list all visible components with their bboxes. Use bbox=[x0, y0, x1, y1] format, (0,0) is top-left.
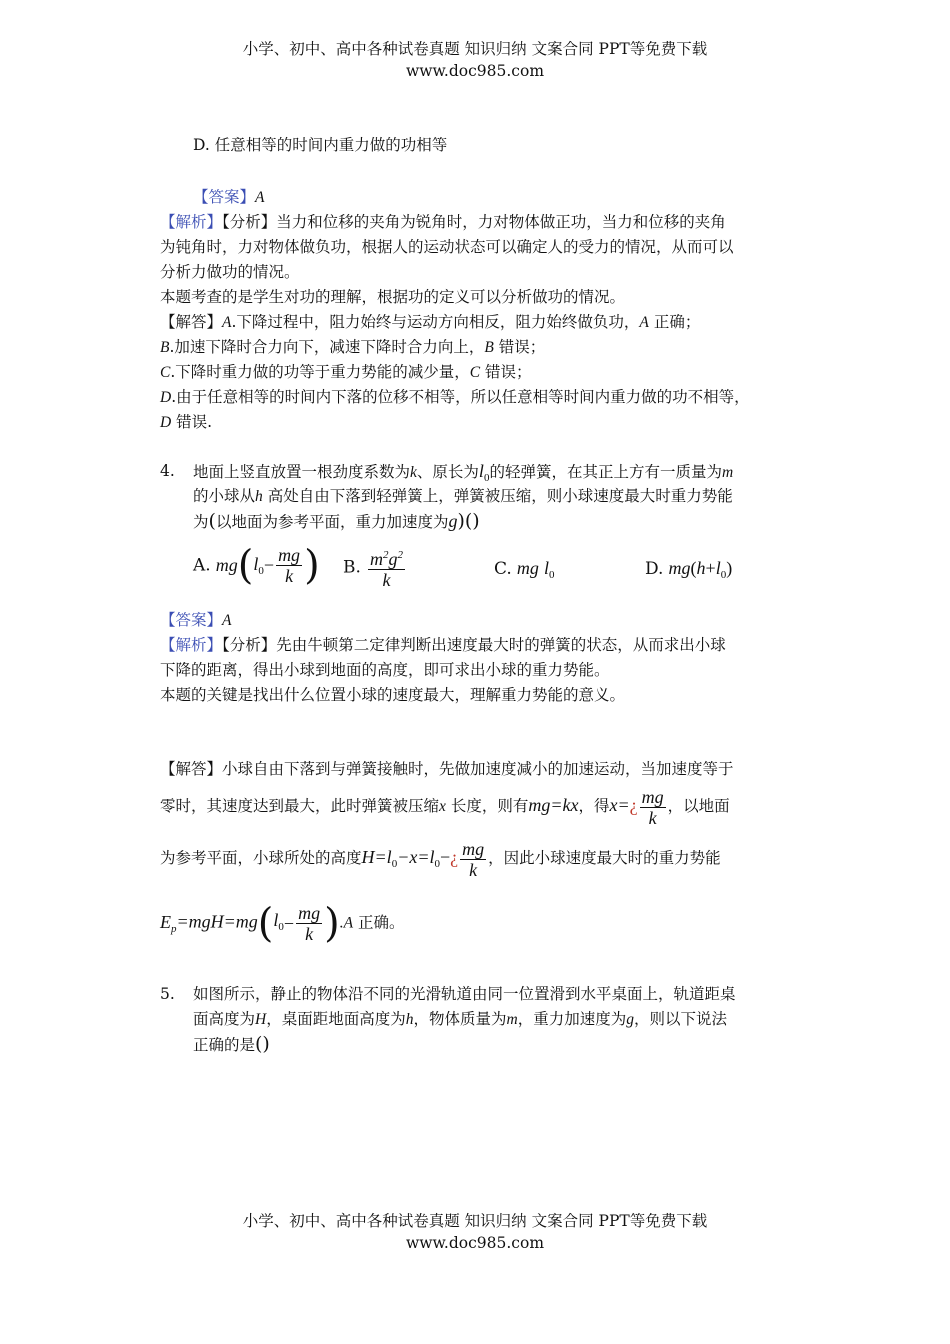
var-k: k bbox=[410, 464, 417, 481]
text: 零时，其速度达到最大，此时弹簧被压缩 bbox=[160, 797, 440, 815]
text: ，物体质量为 bbox=[413, 1010, 507, 1028]
glyph: ¿ bbox=[629, 795, 638, 815]
denominator: k bbox=[469, 859, 478, 880]
q3-solution-line2 bbox=[160, 335, 545, 360]
text: ，因此小球速度最大时的重力势能 bbox=[488, 849, 721, 867]
text: 正确的是 bbox=[193, 1036, 256, 1054]
numerator: mg bbox=[462, 838, 485, 859]
option-label: A. bbox=[193, 555, 211, 576]
letter: C bbox=[160, 364, 171, 381]
numerator: $m^2g^2$ bbox=[368, 545, 405, 570]
paren: ( bbox=[257, 900, 274, 947]
Ep bbox=[160, 911, 177, 935]
q4-solution-line1: 【解答】小球自由下落到与弹簧接触时，先做加速度减小的加速运动，当加速度等于 bbox=[160, 760, 734, 778]
text: 正确。 bbox=[357, 913, 405, 932]
text: ，桌面距地面高度为 bbox=[266, 1010, 406, 1028]
q4-analysis-line2: 下降的距离，得出小球到地面的高度，即可求出小球的重力势能。 bbox=[160, 661, 610, 679]
denominator: k bbox=[305, 924, 314, 944]
text: 高处自由下落到轻弹簧上，弹簧被压缩，则小球速度最大时重力势能 bbox=[262, 487, 733, 505]
answer-value: A bbox=[222, 612, 232, 629]
q4-option-d bbox=[645, 558, 732, 581]
l0 bbox=[273, 910, 284, 933]
analysis-label: 【解析】 bbox=[160, 636, 223, 654]
text: 的小球从 bbox=[193, 487, 256, 505]
sup: 2 bbox=[383, 549, 389, 561]
denominator: k bbox=[382, 570, 391, 590]
numerator: mg bbox=[278, 545, 301, 565]
answer-label: 【答案】 bbox=[160, 611, 223, 629]
q3-analysis-line2: 为钝角时，力对物体做负功，根据人的运动状态可以确定人的受力的情况，从而可以 bbox=[160, 238, 734, 256]
equation: x= bbox=[609, 795, 630, 815]
sub: 0 bbox=[391, 858, 398, 870]
letter: B bbox=[160, 339, 170, 356]
q5-number: 5. bbox=[160, 985, 175, 1003]
q4-analysis-line3: 本题的关键是找出什么位置小球的速度最大，理解重力势能的意义。 bbox=[160, 686, 626, 704]
text: 为 bbox=[193, 513, 209, 531]
q3-analysis-line1 bbox=[160, 210, 726, 235]
l: l bbox=[715, 558, 721, 578]
l: l bbox=[273, 910, 279, 930]
q5-stem-line2 bbox=[193, 1007, 727, 1032]
analysis-text: 【分析】先由牛顿第二定律判断出速度最大时的弹簧的状态，从而求出小球 bbox=[222, 636, 726, 654]
fraction-m2g2-k bbox=[368, 545, 405, 590]
l: l bbox=[544, 558, 550, 578]
footer-line1: 小学、初中、高中各种试卷真题 知识归纳 文案合同 PPT等免费下载 bbox=[242, 1212, 708, 1230]
text: 为参考平面，小球所处的高度 bbox=[160, 849, 362, 867]
option-label: B. bbox=[343, 557, 361, 578]
q4-number: 4. bbox=[160, 462, 175, 480]
l0 bbox=[386, 847, 398, 870]
q3-solution-line4 bbox=[160, 385, 750, 410]
var-m: m bbox=[506, 1011, 518, 1028]
l: l bbox=[386, 847, 392, 867]
paren: () bbox=[255, 1033, 270, 1055]
q3-solution-line1 bbox=[160, 310, 700, 335]
q4-solution-line2 bbox=[160, 783, 730, 827]
q3-analysis-line4: 本题考查的是学生对功的理解，根据功的定义可以分析做功的情况。 bbox=[160, 288, 626, 306]
q4-answer bbox=[160, 608, 231, 633]
fraction-mg-k bbox=[640, 787, 666, 828]
equation: mg=kx bbox=[528, 795, 579, 815]
letter: B bbox=[484, 339, 494, 356]
l0 bbox=[253, 554, 264, 577]
equation: H= bbox=[361, 847, 387, 867]
q4-stem-line3 bbox=[193, 509, 480, 535]
sub: 0 bbox=[720, 569, 727, 581]
q4-solution-line3 bbox=[160, 835, 721, 879]
text: .下降时重力做的功等于重力势能的减少量， bbox=[170, 363, 470, 381]
answer-label: 【答案】 bbox=[193, 188, 256, 206]
minus: − bbox=[263, 555, 275, 575]
header-url: www.doc985.com bbox=[405, 62, 545, 80]
text: 错误. bbox=[171, 413, 213, 431]
paren: ( bbox=[237, 542, 254, 589]
minus: − bbox=[440, 847, 451, 867]
letter: A bbox=[639, 314, 649, 331]
text: 、原长为 bbox=[416, 463, 479, 481]
fraction-mg-k bbox=[460, 839, 486, 880]
header-line1: 小学、初中、高中各种试卷真题 知识归纳 文案合同 PPT等免费下载 bbox=[242, 40, 708, 58]
analysis-text: 【分析】当力和位移的夹角为锐角时，力对物体做正功，当力和位移的夹角 bbox=[222, 213, 726, 231]
letter: C bbox=[469, 364, 481, 381]
q5-stem-line1: 如图所示，静止的物体沿不同的光滑轨道由同一位置滑到水平桌面上，轨道距桌 bbox=[193, 985, 736, 1003]
h: h bbox=[696, 558, 706, 578]
text: 长度，则有 bbox=[445, 797, 529, 815]
plus: + bbox=[705, 558, 716, 578]
sub: 0 bbox=[483, 472, 490, 484]
var-g: g bbox=[626, 1011, 634, 1028]
answer-value: A bbox=[255, 189, 265, 206]
l: l bbox=[429, 847, 435, 867]
text: ，重力加速度为 bbox=[517, 1010, 627, 1028]
l0 bbox=[715, 558, 727, 581]
text: 面高度为 bbox=[193, 1010, 256, 1028]
fraction-mg-k bbox=[276, 545, 302, 586]
glyph: ¿ bbox=[450, 847, 459, 867]
page-footer bbox=[0, 1210, 950, 1254]
denominator: k bbox=[285, 566, 294, 586]
sub: 0 bbox=[258, 565, 264, 577]
var-g: g bbox=[448, 511, 458, 531]
text: .加速下降时合力向下，减速下降时合力向上， bbox=[169, 338, 485, 356]
q4-solution-line4 bbox=[160, 895, 404, 945]
text: .由于任意相等的时间内下落的位移不相等，所以任意相等时间内重力做的功不相等， bbox=[171, 388, 750, 406]
l: l bbox=[253, 554, 259, 574]
solution-label: 【解答】 bbox=[160, 313, 223, 331]
var-h: h bbox=[405, 1011, 414, 1028]
denominator: k bbox=[648, 807, 657, 828]
paren: ) bbox=[324, 900, 340, 947]
q3-solution-line3 bbox=[160, 360, 532, 385]
numerator: mg bbox=[298, 903, 321, 923]
q3-solution-line5 bbox=[160, 410, 212, 435]
var-h: h bbox=[255, 488, 263, 505]
numerator: mg bbox=[641, 786, 664, 807]
letter: D bbox=[160, 389, 172, 406]
text: ，得 bbox=[578, 797, 610, 815]
l: l bbox=[478, 461, 484, 481]
l0 bbox=[544, 558, 555, 581]
var-l0 bbox=[478, 461, 490, 484]
var-m: m bbox=[721, 464, 734, 481]
q4-analysis-line1 bbox=[160, 633, 726, 658]
text: 的轻弹簧，在其正上方有一质量为 bbox=[489, 463, 722, 481]
text: 地面上竖直放置一根劲度系数为 bbox=[193, 463, 411, 481]
mg: mg bbox=[668, 558, 691, 578]
paren: ( bbox=[208, 510, 216, 532]
page-header bbox=[0, 38, 950, 82]
sub: 0 bbox=[278, 921, 284, 933]
q4-option-a bbox=[193, 542, 320, 595]
sub: 0 bbox=[549, 569, 555, 581]
paren: )() bbox=[457, 510, 480, 532]
text: 错误； bbox=[480, 363, 532, 381]
letter: D bbox=[160, 414, 172, 431]
l0 bbox=[429, 847, 440, 870]
footer-url: www.doc985.com bbox=[405, 1234, 545, 1252]
analysis-label: 【解析】 bbox=[160, 213, 223, 231]
q4-option-c bbox=[494, 558, 555, 581]
text: 正确； bbox=[648, 313, 701, 331]
q4-option-b bbox=[343, 545, 407, 595]
minus: − bbox=[283, 913, 295, 934]
sup: 2 bbox=[397, 549, 403, 561]
paren: ) bbox=[726, 558, 733, 578]
q4-stem-line2 bbox=[193, 484, 733, 509]
text: .下降过程中，阻力始终与运动方向相反，阻力始终做负功， bbox=[231, 313, 640, 331]
mg: mg bbox=[215, 555, 238, 575]
option-label: C. bbox=[494, 559, 512, 579]
option-label: D. bbox=[645, 559, 664, 579]
q3-answer bbox=[193, 185, 264, 210]
mg: mg bbox=[516, 558, 539, 578]
paren: ) bbox=[304, 542, 320, 589]
text: 错误； bbox=[493, 338, 546, 356]
q5-stem-line3 bbox=[193, 1032, 270, 1058]
letter: A bbox=[222, 314, 232, 331]
text: 以地面为参考平面，重力加速度为 bbox=[215, 513, 449, 531]
equation: −x= bbox=[397, 847, 430, 867]
equation: =mgH=mg bbox=[176, 911, 258, 932]
q3-analysis-line3: 分析力做功的情况。 bbox=[160, 263, 300, 281]
var-x: x bbox=[439, 798, 446, 815]
letter: .A bbox=[339, 914, 354, 932]
var-H: H bbox=[255, 1011, 267, 1028]
E: E bbox=[160, 911, 171, 932]
sub: p bbox=[171, 922, 177, 935]
paren: ( bbox=[690, 558, 697, 578]
text: ，则以下说法 bbox=[633, 1010, 727, 1028]
q3-option-d: D. 任意相等的时间内重力做的功相等 bbox=[193, 136, 448, 154]
text: ，以地面 bbox=[667, 797, 730, 815]
sub: 0 bbox=[434, 858, 440, 870]
fraction-mg-k bbox=[296, 903, 322, 944]
